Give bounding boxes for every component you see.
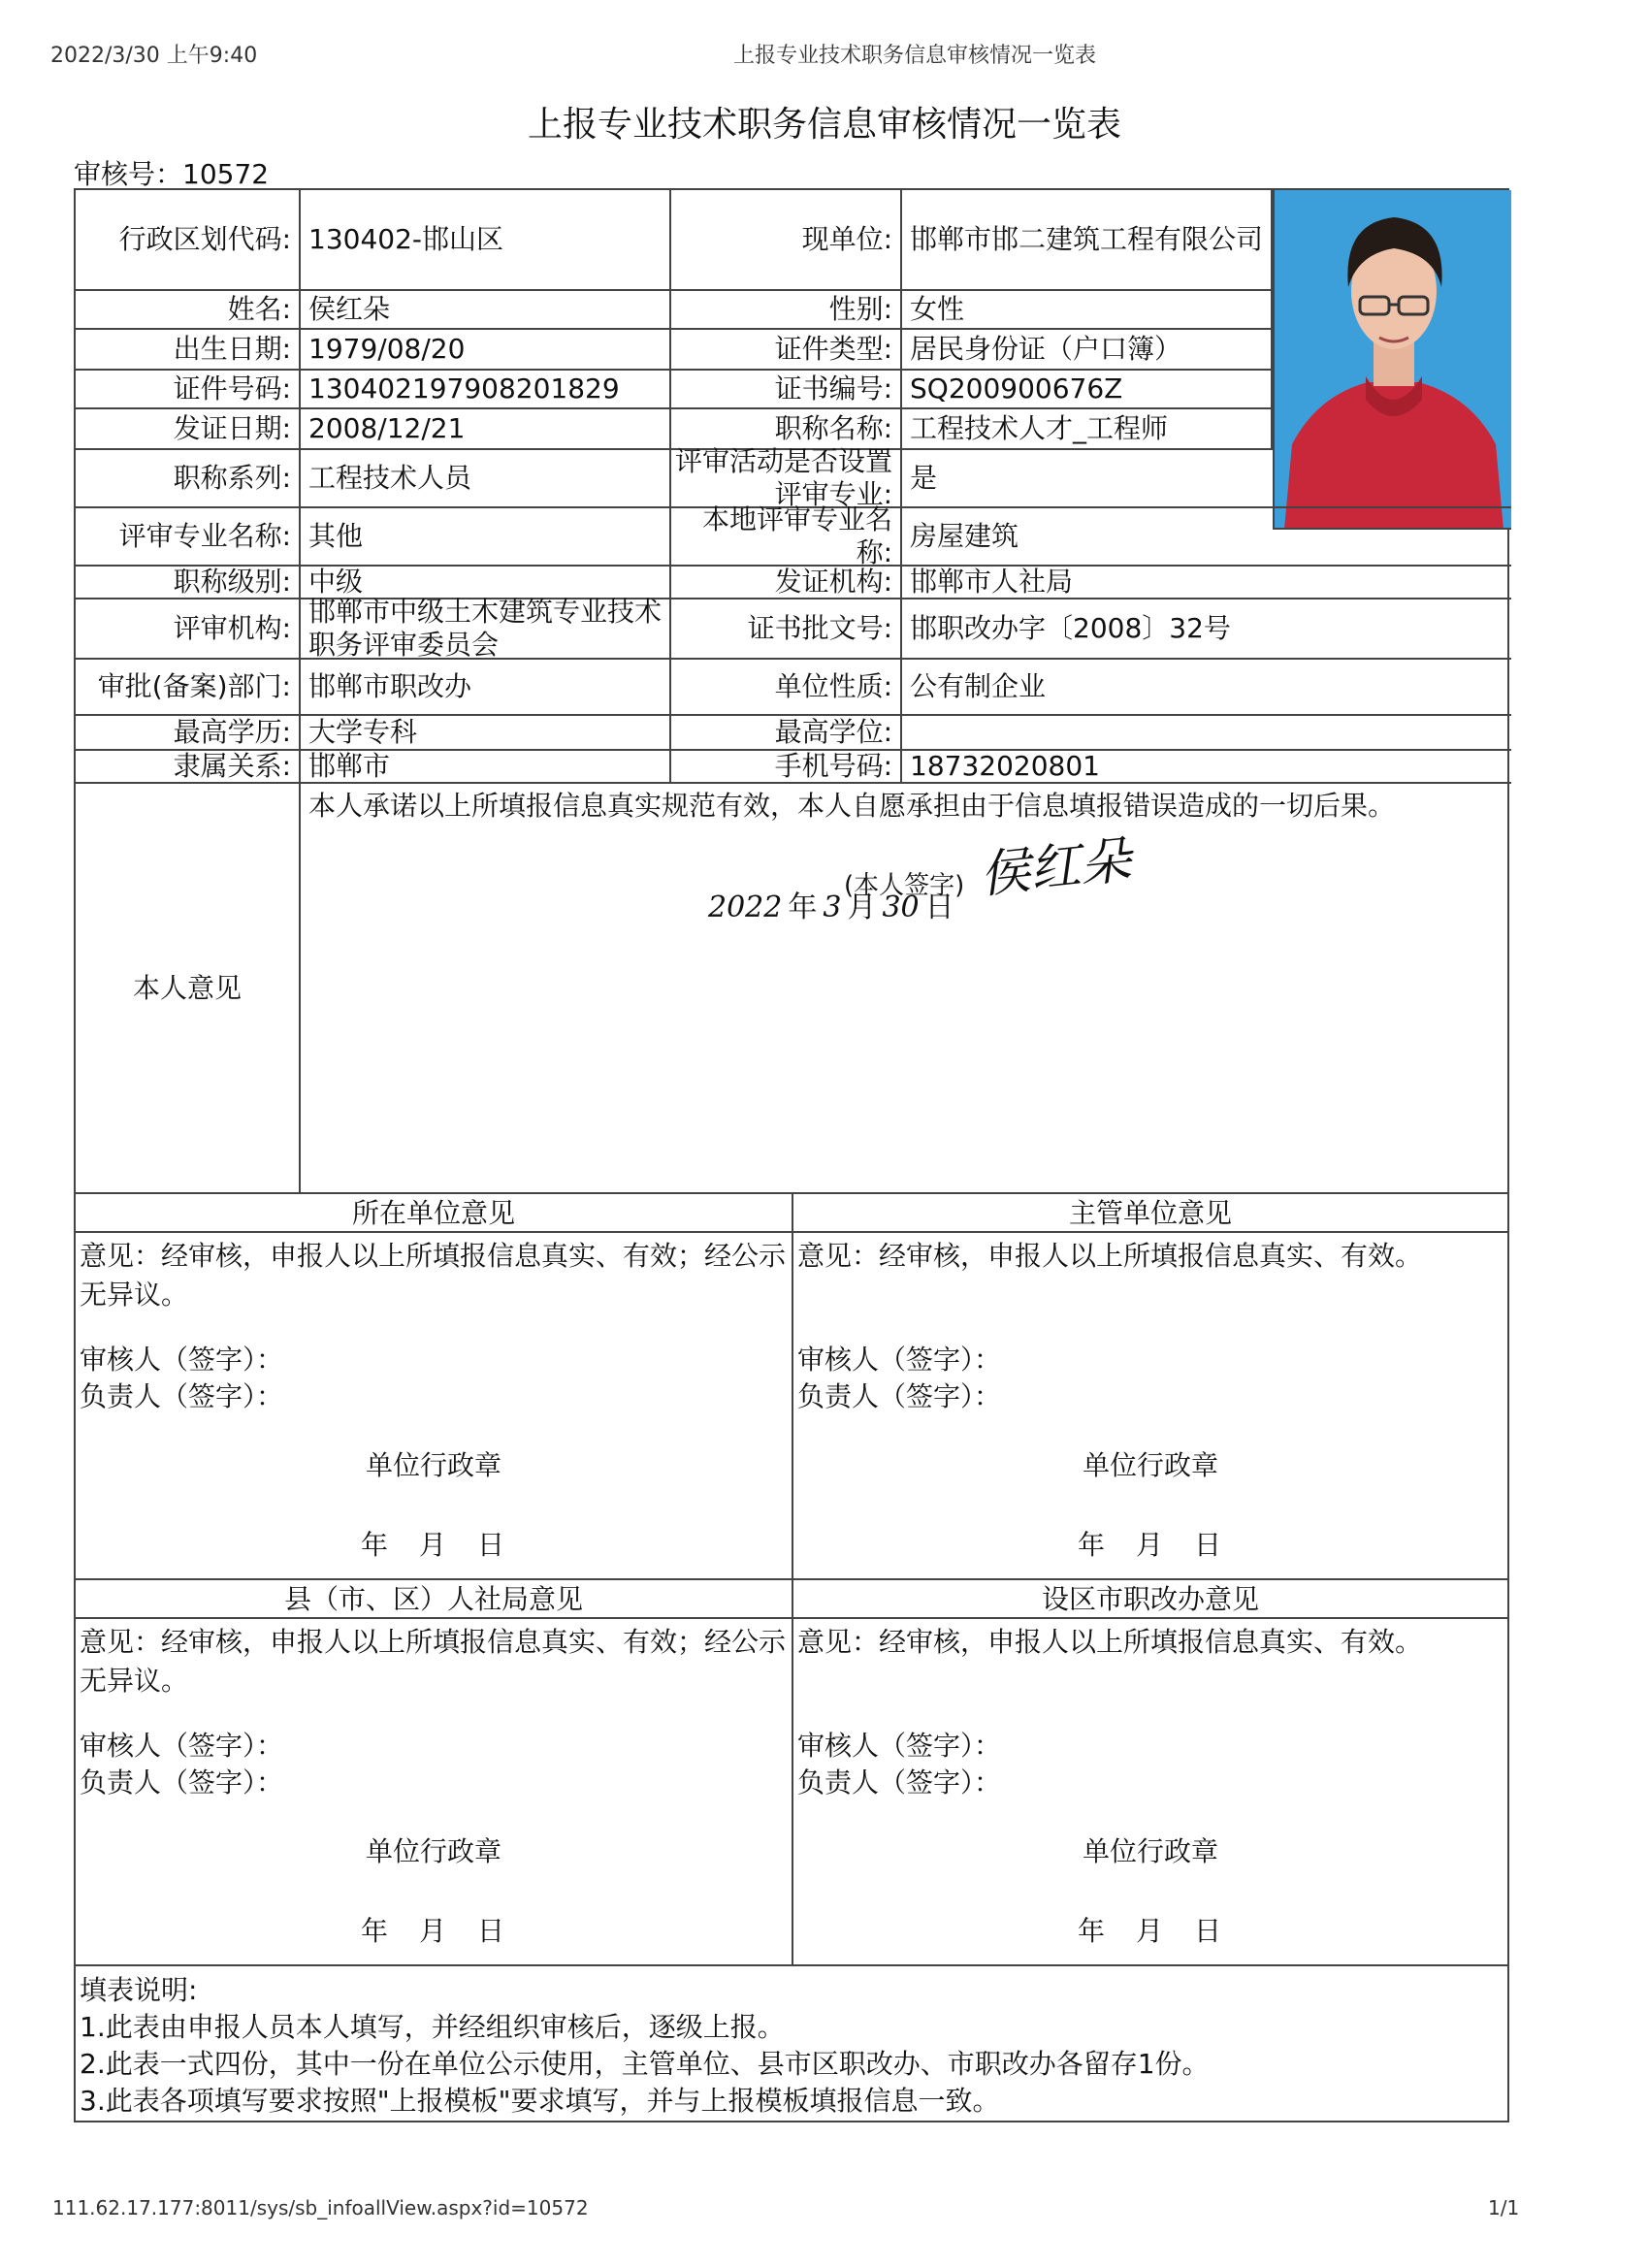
field-value: 1979/08/20 bbox=[301, 330, 671, 371]
field-value: 公有制企业 bbox=[902, 660, 1511, 716]
form-notes bbox=[76, 1966, 1507, 2121]
field-label: 职称系列: bbox=[76, 450, 301, 508]
reviewer-signature-field[interactable]: 审核人（签字）： bbox=[797, 1730, 1002, 1762]
field-label: 最高学位: bbox=[671, 716, 902, 751]
opinions-section bbox=[74, 1194, 1509, 2122]
field-label: 评审机构: bbox=[76, 599, 301, 660]
field-value: 其他 bbox=[301, 508, 671, 567]
field-label: 发证日期: bbox=[76, 409, 301, 450]
unit-stamp-label: 单位行政章 bbox=[365, 1835, 501, 1867]
date-month: 3 bbox=[823, 891, 842, 924]
field-label: 职称级别: bbox=[76, 567, 301, 599]
field-value: 邯郸市 bbox=[301, 751, 671, 784]
reviewer-signature-field[interactable]: 审核人（签字）： bbox=[80, 1344, 284, 1376]
field-value: 中级 bbox=[301, 567, 671, 599]
unit-stamp-label: 单位行政章 bbox=[1082, 1449, 1218, 1481]
document-title: 上报专业技术职务信息审核情况一览表 bbox=[527, 105, 1121, 145]
section-opinion: 意见：经审核，申报人以上所填报信息真实、有效。 bbox=[797, 1626, 1423, 1658]
footer-page-number: 1/1 bbox=[1488, 2196, 1520, 2219]
field-label: 评审活动是否设置评审专业: bbox=[671, 450, 902, 508]
section-title: 主管单位意见 bbox=[793, 1194, 1507, 1233]
field-value: 邯郸市人社局 bbox=[902, 567, 1511, 599]
field-label: 评审专业名称: bbox=[76, 508, 301, 567]
field-label: 职称名称: bbox=[671, 409, 902, 450]
reviewer-signature-field[interactable]: 审核人（签字）： bbox=[80, 1730, 284, 1762]
field-label: 性别: bbox=[671, 291, 902, 330]
section-opinion: 意见：经审核，申报人以上所填报信息真实、有效；经公示无异议。 bbox=[80, 1240, 787, 1311]
principal-signature-field[interactable]: 负责人（签字）： bbox=[797, 1380, 1002, 1412]
field-value: 工程技术人才_工程师 bbox=[902, 409, 1273, 450]
signature-date bbox=[708, 891, 960, 925]
handwritten-signature: 侯红朵 bbox=[977, 831, 1134, 905]
field-value: 居民身份证（户口簿） bbox=[902, 330, 1273, 371]
field-value: SQ200900676Z bbox=[902, 371, 1273, 409]
date-day-char: 日 bbox=[924, 891, 954, 924]
unit-stamp-label: 单位行政章 bbox=[1082, 1835, 1218, 1867]
field-label: 证书编号: bbox=[671, 371, 902, 409]
field-label: 发证机构: bbox=[671, 567, 902, 599]
section-title: 所在单位意见 bbox=[76, 1194, 793, 1233]
notes-item: 2.此表一式四份，其中一份在单位公示使用，主管单位、县市区职改办、市职改办各留存1份。 bbox=[80, 2048, 1210, 2080]
field-label: 单位性质: bbox=[671, 660, 902, 716]
date-placeholder: 年 月 日 bbox=[1077, 1529, 1223, 1561]
date-day: 30 bbox=[882, 891, 920, 924]
date-year: 2022 bbox=[708, 891, 783, 924]
section-body bbox=[76, 1619, 793, 1966]
audit-number: 审核号：10572 bbox=[74, 158, 270, 190]
field-value: 是 bbox=[902, 450, 1511, 508]
notes-title: 填表说明: bbox=[80, 1974, 198, 2006]
field-label: 出生日期: bbox=[76, 330, 301, 371]
field-value: 女性 bbox=[902, 291, 1273, 330]
print-timestamp: 2022/3/30 上午9:40 bbox=[50, 44, 258, 68]
personal-opinion-area bbox=[301, 784, 1511, 1192]
unit-stamp-label: 单位行政章 bbox=[365, 1449, 501, 1481]
personal-opinion-label: 本人意见 bbox=[76, 784, 301, 1192]
field-value: 邯郸市中级土木建筑专业技术职务评审委员会 bbox=[301, 599, 671, 660]
print-header-title: 上报专业技术职务信息审核情况一览表 bbox=[733, 44, 1097, 68]
section-body bbox=[793, 1619, 1507, 1966]
section-body bbox=[793, 1233, 1507, 1580]
info-table bbox=[74, 188, 1509, 1194]
principal-signature-field[interactable]: 负责人（签字）： bbox=[80, 1380, 284, 1412]
field-value: 大学专科 bbox=[301, 716, 671, 751]
date-year-char: 年 bbox=[788, 891, 818, 924]
field-value: 2008/12/21 bbox=[301, 409, 671, 450]
field-label: 姓名: bbox=[76, 291, 301, 330]
field-value: 18732020801 bbox=[902, 751, 1511, 784]
section-title: 县（市、区）人社局意见 bbox=[76, 1580, 793, 1619]
field-value: 工程技术人员 bbox=[301, 450, 671, 508]
field-value: 房屋建筑 bbox=[902, 508, 1511, 567]
field-label: 手机号码: bbox=[671, 751, 902, 784]
field-value: 侯红朵 bbox=[301, 291, 671, 330]
principal-signature-field[interactable]: 负责人（签字）： bbox=[797, 1766, 1002, 1798]
field-value: 130402197908201829 bbox=[301, 371, 671, 409]
field-label: 证件号码: bbox=[76, 371, 301, 409]
field-label: 最高学历: bbox=[76, 716, 301, 751]
field-label: 审批(备案)部门: bbox=[76, 660, 301, 716]
field-label: 隶属关系: bbox=[76, 751, 301, 784]
field-label: 本地评审专业名称: bbox=[671, 508, 902, 567]
field-label: 现单位: bbox=[671, 190, 902, 291]
date-placeholder: 年 月 日 bbox=[1077, 1915, 1223, 1947]
field-value: 邯郸市职改办 bbox=[301, 660, 671, 716]
principal-signature-field[interactable]: 负责人（签字）： bbox=[80, 1766, 284, 1798]
reviewer-signature-field[interactable]: 审核人（签字）： bbox=[797, 1344, 1002, 1376]
notes-item: 3.此表各项填写要求按照"上报模板"要求填写，并与上报模板填报信息一致。 bbox=[80, 2085, 1000, 2117]
section-body bbox=[76, 1233, 793, 1580]
date-placeholder: 年 月 日 bbox=[360, 1915, 506, 1947]
field-value: 130402-邯山区 bbox=[301, 190, 671, 291]
section-opinion: 意见：经审核，申报人以上所填报信息真实、有效。 bbox=[797, 1240, 1423, 1272]
personal-statement: 本人承诺以上所填报信息真实规范有效，本人自愿承担由于信息填报错误造成的一切后果。 bbox=[308, 790, 1396, 822]
field-value: 邯郸市邯二建筑工程有限公司 bbox=[902, 190, 1273, 291]
notes-item: 1.此表由申报人员本人填写，并经组织审核后，逐级上报。 bbox=[80, 2011, 785, 2043]
signature-label: (本人签字) bbox=[844, 871, 965, 900]
section-opinion: 意见：经审核，申报人以上所填报信息真实、有效；经公示无异议。 bbox=[80, 1626, 787, 1697]
section-title: 设区市职改办意见 bbox=[793, 1580, 1507, 1619]
field-label: 证书批文号: bbox=[671, 599, 902, 660]
field-label: 证件类型: bbox=[671, 330, 902, 371]
field-value bbox=[902, 716, 1511, 751]
date-month-char: 月 bbox=[847, 891, 877, 924]
date-placeholder: 年 月 日 bbox=[360, 1529, 506, 1561]
field-label: 行政区划代码: bbox=[76, 190, 301, 291]
footer-url: 111.62.17.177:8011/sys/sb_infoallView.aspx?id=10572 bbox=[52, 2196, 589, 2219]
field-value: 邯职改办字〔2008〕32号 bbox=[902, 599, 1511, 660]
